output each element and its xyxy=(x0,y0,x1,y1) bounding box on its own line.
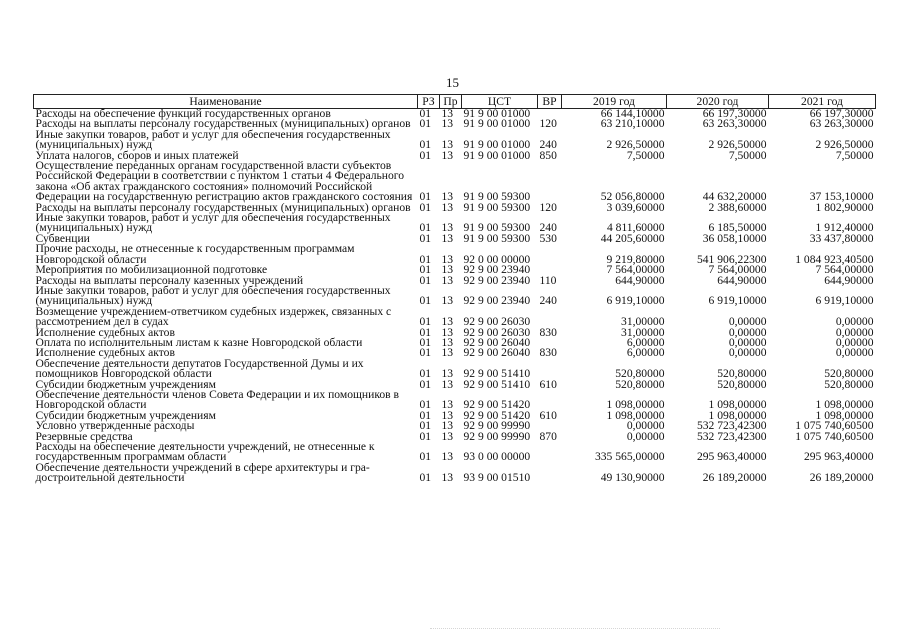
row-2020-cell: 532 723,42300 xyxy=(696,429,767,443)
row-cst-cell: 91 9 00 01000 xyxy=(463,107,531,120)
row-name-cell: Обеспечение деятельности учреждений в сфере архитектуры и градостроительной деятельности xyxy=(35,460,370,485)
row-vr-cell: 240 xyxy=(539,221,557,235)
row-vr-cell xyxy=(538,161,562,203)
row-pr-cell: 13 xyxy=(441,398,454,412)
row-cst-cell: 92 9 00 26040 xyxy=(463,335,531,349)
row-rz-cell: 01 xyxy=(419,252,432,266)
row-2021-cell: 0,00000 xyxy=(835,315,874,329)
row-pr-cell: 13 xyxy=(441,419,454,433)
row-2019-cell: 6,00000 xyxy=(626,346,665,360)
row-2020-cell: 63 263,30000 xyxy=(702,117,767,131)
table-row xyxy=(34,442,876,463)
row-2019-cell: 31,00000 xyxy=(621,315,665,329)
row-2019-cell: 2 926,50000 xyxy=(606,138,665,152)
row-2021-cell: 295 963,40000 xyxy=(803,450,874,464)
row-pr-cell: 13 xyxy=(441,117,454,131)
row-2019-cell: 644,90000 xyxy=(615,273,665,287)
row-cst-cell: 91 9 00 01000 xyxy=(463,148,531,162)
row-2020-cell: 36 058,10000 xyxy=(702,231,767,245)
row-vr-cell xyxy=(538,244,562,265)
row-name-cell: Иные закупки товаров, работ и услуг для обеспечения государственных (муниципальных) нужд xyxy=(35,211,391,235)
row-vr-cell: 120 xyxy=(539,117,557,131)
row-vr-cell: 240 xyxy=(539,138,557,152)
row-cst-cell: 92 9 00 51420 xyxy=(463,398,531,412)
row-vr-cell xyxy=(538,359,562,380)
row-cst-cell: 92 9 00 51410 xyxy=(463,377,531,391)
row-cst-cell: 92 9 00 51420 xyxy=(463,408,531,422)
row-vr-cell: 610 xyxy=(539,408,557,422)
row-2019-cell: 63 210,10000 xyxy=(600,117,665,131)
row-name-cell: Условно утвержденные расходы xyxy=(35,419,195,433)
row-name-cell: Расходы на выплаты персоналу казенных учреждений xyxy=(35,273,304,287)
row-2020-cell: 532 723,42300 xyxy=(696,419,767,433)
row-cst-cell: 92 9 00 99990 xyxy=(463,419,531,433)
row-2019-cell: 335 565,00000 xyxy=(594,450,665,464)
row-2021-cell: 1 912,40000 xyxy=(815,221,874,235)
table-row xyxy=(34,286,876,307)
row-rz-cell: 01 xyxy=(419,335,432,349)
row-2021-cell: 6 919,10000 xyxy=(815,294,874,308)
row-pr-cell: 13 xyxy=(441,346,454,360)
row-2019-cell: 0,00000 xyxy=(626,419,665,433)
row-vr-cell: 240 xyxy=(539,294,557,308)
row-pr-cell: 13 xyxy=(441,138,454,152)
row-rz-cell: 01 xyxy=(419,450,432,464)
row-name-cell: Субсидии бюджетным учреждениям xyxy=(35,408,216,422)
row-2021-cell: 1 802,90000 xyxy=(815,200,874,214)
row-2020-cell: 295 963,40000 xyxy=(696,450,767,464)
row-2020-cell: 1 098,00000 xyxy=(708,398,767,412)
row-name-cell: Иные закупки товаров, работ и услуг для обеспечения государственных (муниципальных) нужд xyxy=(35,127,391,152)
row-2021-cell: 66 197,30000 xyxy=(809,107,874,120)
row-2019-cell: 66 144,10000 xyxy=(600,107,665,120)
row-2021-cell: 0,00000 xyxy=(835,346,874,360)
row-rz-cell: 01 xyxy=(419,294,432,308)
header-rz: РЗ xyxy=(418,95,440,109)
row-name-cell: Обеспечение деятельности депутатов Государственной Думы и их помощников Новгородской области xyxy=(35,356,364,381)
row-2019-cell: 31,00000 xyxy=(621,325,665,339)
header-2021: 2021 год xyxy=(769,95,876,109)
row-2021-cell: 33 437,80000 xyxy=(809,231,874,245)
budget-table xyxy=(33,94,876,484)
header-vr: ВР xyxy=(538,95,562,109)
row-name-cell: Исполнение судебных актов xyxy=(35,346,175,360)
row-2021-cell: 1 098,00000 xyxy=(815,398,874,412)
row-pr-cell: 13 xyxy=(441,231,454,245)
row-rz-cell: 01 xyxy=(419,148,432,162)
row-vr-cell xyxy=(538,463,562,484)
row-vr-cell: 850 xyxy=(539,148,557,162)
row-pr-cell: 13 xyxy=(441,200,454,214)
row-pr-cell: 13 xyxy=(441,377,454,391)
row-2021-cell: 520,80000 xyxy=(824,367,874,381)
table-row xyxy=(34,244,876,265)
table-row xyxy=(34,390,876,411)
row-2020-cell: 0,00000 xyxy=(728,346,767,360)
row-cst-cell: 92 9 00 23940 xyxy=(463,263,531,277)
row-2020-cell: 520,80000 xyxy=(717,377,767,391)
row-2020-cell: 520,80000 xyxy=(717,367,767,381)
row-name-cell: Расходы на выплаты персоналу государственных (муниципальных) органов xyxy=(35,117,411,131)
row-2020-cell: 6 919,10000 xyxy=(708,294,767,308)
row-cst-cell: 93 9 00 01510 xyxy=(463,471,531,485)
row-rz-cell: 01 xyxy=(419,107,432,120)
row-cst-cell: 92 9 00 26040 xyxy=(463,346,531,360)
row-2021-cell: 1 075 740,60500 xyxy=(795,429,874,443)
row-2020-cell: 0,00000 xyxy=(728,325,767,339)
row-2021-cell: 644,90000 xyxy=(824,273,874,287)
table-body xyxy=(34,109,876,484)
table-row xyxy=(34,213,876,234)
row-rz-cell: 01 xyxy=(419,231,432,245)
row-name-cell: Мероприятия по мобилизационной подготовке xyxy=(35,263,268,277)
row-pr-cell: 13 xyxy=(441,315,454,329)
row-name-cell: Субвенции xyxy=(35,231,90,245)
row-rz-cell: 01 xyxy=(419,325,432,339)
row-cst-cell: 91 9 00 01000 xyxy=(463,117,531,131)
row-2019-cell: 520,80000 xyxy=(615,377,665,391)
row-2019-cell: 0,00000 xyxy=(626,429,665,443)
table-row xyxy=(34,161,876,203)
row-cst-cell: 92 9 00 26030 xyxy=(463,315,531,329)
row-2021-cell: 2 926,50000 xyxy=(815,138,874,152)
row-pr-cell: 13 xyxy=(441,408,454,422)
row-vr-cell: 530 xyxy=(539,231,557,245)
row-vr-cell: 610 xyxy=(539,377,557,391)
row-vr-cell: 120 xyxy=(539,200,557,214)
row-vr-cell: 110 xyxy=(539,273,557,287)
row-2019-cell: 7,50000 xyxy=(626,148,665,162)
row-2021-cell: 37 153,10000 xyxy=(809,190,874,204)
row-2019-cell: 6,00000 xyxy=(626,335,665,349)
row-name-cell: Осуществление переданных органам государственной власти субъектов Российской Федерации в соответствии с пунктом 1 статьи 4 Федерального закона «Об актах гражданского состояния» полномочий Российской Федерации на государственную регистрацию актов гражданского состояния xyxy=(35,159,413,204)
row-2020-cell: 644,90000 xyxy=(717,273,767,287)
row-cst-cell: 91 9 00 59300 xyxy=(463,221,531,235)
row-name-cell: Уплата налогов, сборов и иных платежей xyxy=(35,148,239,162)
row-rz-cell: 01 xyxy=(419,471,432,485)
row-2021-cell: 7 564,00000 xyxy=(815,263,874,277)
row-2020-cell: 1 098,00000 xyxy=(708,408,767,422)
row-2019-cell: 44 205,60000 xyxy=(600,231,665,245)
row-pr-cell: 13 xyxy=(441,450,454,464)
row-2021-cell: 26 189,20000 xyxy=(809,471,874,485)
row-2019-cell: 1 098,00000 xyxy=(606,408,665,422)
row-name-cell: Иные закупки товаров, работ и услуг для обеспечения государственных (муниципальных) нужд xyxy=(35,283,391,308)
table-row xyxy=(34,130,876,151)
row-cst-cell: 92 9 00 23940 xyxy=(463,273,531,287)
row-vr-cell: 830 xyxy=(539,346,557,360)
row-2021-cell: 1 075 740,60500 xyxy=(795,419,874,433)
row-pr-cell: 13 xyxy=(441,325,454,339)
row-rz-cell: 01 xyxy=(419,398,432,412)
row-rz-cell: 01 xyxy=(419,367,432,381)
row-cst-cell: 91 9 00 01000 xyxy=(463,138,531,152)
row-name-cell: Исполнение судебных актов xyxy=(35,325,175,339)
row-rz-cell: 01 xyxy=(419,117,432,131)
row-name-cell: Расходы на выплаты персоналу государственных (муниципальных) органов xyxy=(35,200,411,214)
row-pr-cell: 13 xyxy=(441,190,454,204)
row-2019-cell: 3 039,60000 xyxy=(606,200,665,214)
row-2020-cell: 541 906,22300 xyxy=(696,252,767,266)
row-2020-cell: 7 564,00000 xyxy=(708,263,767,277)
row-cst-cell: 92 0 00 00000 xyxy=(463,252,531,266)
row-rz-cell: 01 xyxy=(419,408,432,422)
row-2019-cell: 7 564,00000 xyxy=(606,263,665,277)
row-rz-cell: 01 xyxy=(419,190,432,204)
row-2020-cell: 7,50000 xyxy=(728,148,767,162)
table-row xyxy=(34,463,876,484)
page-number: 15 xyxy=(446,75,459,90)
row-2020-cell: 44 632,20000 xyxy=(702,190,767,204)
row-cst-cell: 92 9 00 23940 xyxy=(463,294,531,308)
row-pr-cell: 13 xyxy=(441,221,454,235)
row-2020-cell: 0,00000 xyxy=(728,335,767,349)
row-pr-cell: 13 xyxy=(441,148,454,162)
row-rz-cell: 01 xyxy=(419,221,432,235)
row-pr-cell: 13 xyxy=(441,107,454,120)
row-2020-cell: 2 926,50000 xyxy=(708,138,767,152)
row-name-cell: Резервные средства xyxy=(35,429,133,443)
row-2020-cell: 0,00000 xyxy=(728,315,767,329)
row-vr-cell xyxy=(538,390,562,411)
row-pr-cell: 13 xyxy=(441,263,454,277)
row-name-cell: Субсидии бюджетным учреждениям xyxy=(35,377,216,391)
row-2019-cell: 52 056,80000 xyxy=(600,190,665,204)
row-2021-cell: 520,80000 xyxy=(824,377,874,391)
table-row xyxy=(34,307,876,328)
row-vr-cell: 830 xyxy=(539,325,557,339)
header-name: Наименование xyxy=(34,95,418,109)
table-row xyxy=(34,359,876,380)
row-name-cell: Расходы на обеспечение функций государственных органов xyxy=(35,107,331,120)
row-cst-cell: 91 9 00 59300 xyxy=(463,231,531,245)
row-pr-cell: 13 xyxy=(441,335,454,349)
row-name-cell: Оплата по исполнительным листам к казне Новгородской области xyxy=(35,335,363,349)
row-2019-cell: 6 919,10000 xyxy=(606,294,665,308)
row-2021-cell: 1 084 923,40500 xyxy=(795,252,874,266)
row-pr-cell: 13 xyxy=(441,429,454,443)
row-2019-cell: 1 098,00000 xyxy=(606,398,665,412)
row-2021-cell: 0,00000 xyxy=(835,325,874,339)
row-2021-cell: 1 098,00000 xyxy=(815,408,874,422)
row-name-cell: Возмещение учреждением-ответчиком судебных издержек, связанных с рассмотрением дел в судах xyxy=(35,304,392,329)
header-cst: ЦСТ xyxy=(462,95,538,109)
row-2020-cell: 26 189,20000 xyxy=(702,471,767,485)
row-2019-cell: 4 811,60000 xyxy=(606,221,665,235)
row-2021-cell: 7,50000 xyxy=(835,148,874,162)
header-2019: 2019 год xyxy=(562,95,667,109)
row-2019-cell: 9 219,80000 xyxy=(606,252,665,266)
row-cst-cell: 91 9 00 59300 xyxy=(463,190,531,204)
row-cst-cell: 93 0 00 00000 xyxy=(463,450,531,464)
row-pr-cell: 13 xyxy=(441,252,454,266)
scan-artifact xyxy=(430,628,720,632)
row-name-cell: Расходы на обеспечение деятельности учреждений, не отнесенные к государственным программам области xyxy=(35,440,375,464)
row-2020-cell: 66 197,30000 xyxy=(702,107,767,120)
row-cst-cell: 92 9 00 99990 xyxy=(463,429,531,443)
row-rz-cell: 01 xyxy=(419,429,432,443)
row-pr-cell: 13 xyxy=(441,294,454,308)
header-pr: Пр xyxy=(440,95,462,109)
header-2020: 2020 год xyxy=(667,95,769,109)
row-rz-cell: 01 xyxy=(419,377,432,391)
row-2020-cell: 2 388,60000 xyxy=(708,200,767,214)
row-cst-cell: 92 9 00 26030 xyxy=(463,325,531,339)
row-name-cell: Обеспечение деятельности членов Совета Федерации и их помощников в Новгородской области xyxy=(35,387,400,412)
row-pr-cell: 13 xyxy=(441,273,454,287)
row-rz-cell: 01 xyxy=(419,200,432,214)
row-rz-cell: 01 xyxy=(419,263,432,277)
row-cst-cell: 92 9 00 51410 xyxy=(463,367,531,381)
row-rz-cell: 01 xyxy=(419,419,432,433)
row-2021-cell: 0,00000 xyxy=(835,335,874,349)
row-rz-cell: 01 xyxy=(419,346,432,360)
row-2021-cell: 63 263,30000 xyxy=(809,117,874,131)
row-2019-cell: 49 130,90000 xyxy=(600,471,665,485)
row-pr-cell: 13 xyxy=(441,367,454,381)
row-rz-cell: 01 xyxy=(419,138,432,152)
row-pr-cell: 13 xyxy=(441,471,454,485)
row-vr-cell: 870 xyxy=(539,429,557,443)
row-2019-cell: 520,80000 xyxy=(615,367,665,381)
row-rz-cell: 01 xyxy=(419,273,432,287)
row-cst-cell: 91 9 00 59300 xyxy=(463,200,531,214)
row-vr-cell xyxy=(538,307,562,328)
row-vr-cell xyxy=(538,442,562,463)
row-2020-cell: 6 185,50000 xyxy=(708,221,767,235)
row-name-cell: Прочие расходы, не отнесенные к государственным программам Новгородской области xyxy=(35,242,355,266)
row-rz-cell: 01 xyxy=(419,315,432,329)
